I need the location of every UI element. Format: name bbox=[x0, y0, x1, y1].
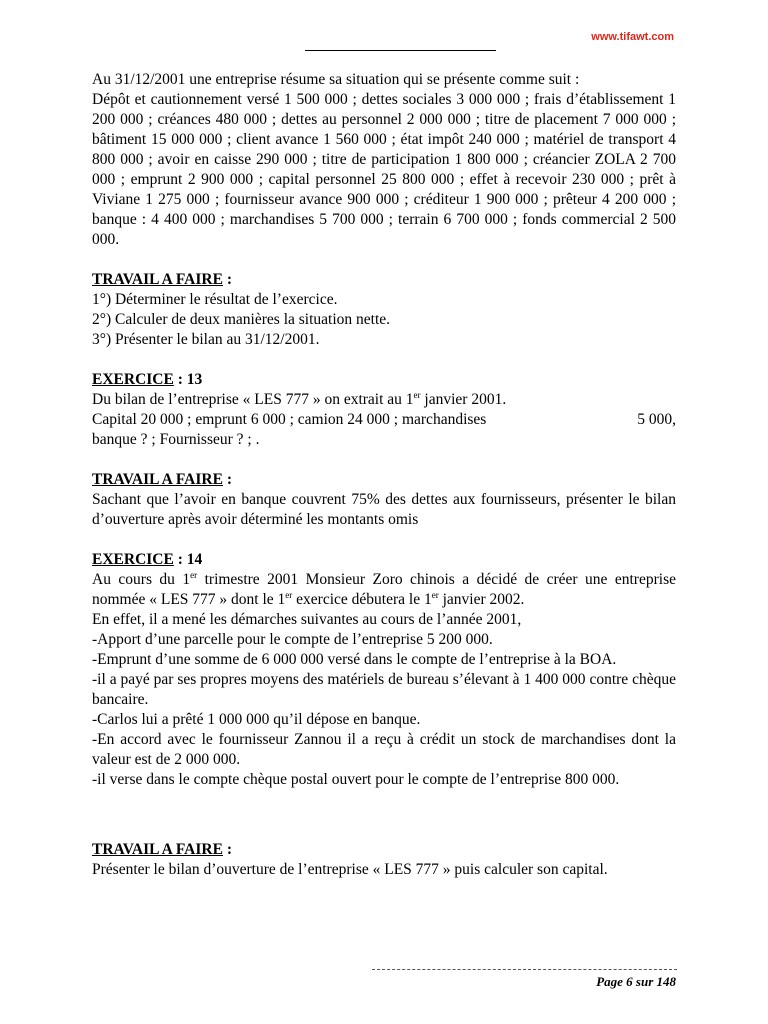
footer-rule bbox=[372, 969, 677, 970]
page-number: Page 6 sur 148 bbox=[596, 974, 676, 989]
travail1-item-2: 2°) Calculer de deux manières la situation nette. bbox=[92, 311, 391, 328]
ex14-paragraph-7: -En accord avec le fournisseur Zannou il a reçu à crédit un stock de marchandises dont la valeur est de 2 000 000. bbox=[92, 731, 676, 768]
ex13-line-2: Capital 20 000 ; emprunt 6 000 ; camion 24 000 ; marchandises 5 000, bbox=[92, 411, 676, 428]
ex14-paragraph-2: En effet, il a mené les démarches suivantes au cours de l’année 2001, bbox=[92, 611, 522, 628]
ex14-paragraph-1: Au cours du 1er trimestre 2001 Monsieur Zoro chinois a décidé de créer une entreprise nommée « LES 777 » dont le 1er exercice débutera le 1er janvier 2002. bbox=[92, 569, 676, 608]
ex14-paragraph-4: -Emprunt d’une somme de 6 000 000 versé dans le compte de l’entreprise à la BOA. bbox=[92, 651, 617, 668]
ex14-paragraph-3: -Apport d’une parcelle pour le compte de l’entreprise 5 200 000. bbox=[92, 631, 493, 648]
ex14-paragraph-6: -Carlos lui a prêté 1 000 000 qu’il dépose en banque. bbox=[92, 711, 421, 728]
header-rule bbox=[305, 50, 496, 51]
travail-heading-1: TRAVAIL A FAIRE : bbox=[92, 271, 232, 288]
ex13-line-3: banque ? ; Fournisseur ? ; . bbox=[92, 431, 260, 448]
intro-paragraph: Dépôt et cautionnement versé 1 500 000 ; dettes sociales 3 000 000 ; frais d’établissement 1 200 000 ; créances 480 000 ; dettes au personnel 2 000 000 ; titre de placement 7 000 000 ; bâtiment 15 000 000 ; client avance 1 560 000 ; état impôt 240 000 ; matériel de transport 4 800 000 ; avoir en caisse 290 000 ; titre de participation 1 800 000 ; créancier ZOLA 2 700 000 ; emprunt 2 900 000 ; capital personnel 25 800 000 ; effet à recevoir 230 000 ; prêt à Viviane 1 275 000 ; fournisseur avance 900 000 ; créditeur 1 900 000 ; prêteur 4 200 000 ; banque : 4 400 000 ; marchandises 5 700 000 ; terrain 6 700 000 ; fonds commercial 2 500 000. bbox=[92, 91, 676, 248]
ex14-paragraph-8: -il verse dans le compte chèque postal ouvert pour le compte de l’entreprise 800 000. bbox=[92, 771, 620, 788]
document-body bbox=[92, 70, 676, 880]
travail1-item-1: 1°) Déterminer le résultat de l’exercice. bbox=[92, 291, 338, 308]
website-url[interactable]: www.tifawt.com bbox=[591, 31, 674, 43]
exercice-14-heading: EXERCICE : 14 bbox=[92, 551, 203, 568]
ex14-paragraph-5: -il a payé par ses propres moyens des matériels de bureau s’élevant à 1 400 000 contre chèque bancaire. bbox=[92, 671, 676, 708]
travail2-text: Sachant que l’avoir en banque couvrent 75% des dettes aux fournisseurs, présenter le bilan d’ouverture après avoir déterminé les montants omis bbox=[92, 491, 676, 528]
travail-heading-2: TRAVAIL A FAIRE : bbox=[92, 471, 232, 488]
travail3-text: Présenter le bilan d’ouverture de l’entreprise « LES 777 » puis calculer son capital. bbox=[92, 861, 608, 878]
travail1-item-3: 3°) Présenter le bilan au 31/12/2001. bbox=[92, 331, 320, 348]
exercice-13-heading: EXERCICE : 13 bbox=[92, 371, 203, 388]
ex13-line-1: Du bilan de l’entreprise « LES 777 » on extrait au 1er janvier 2001. bbox=[92, 389, 507, 408]
travail-heading-3: TRAVAIL A FAIRE : bbox=[92, 841, 232, 858]
intro-line-1: Au 31/12/2001 une entreprise résume sa situation qui se présente comme suit : bbox=[92, 71, 580, 88]
